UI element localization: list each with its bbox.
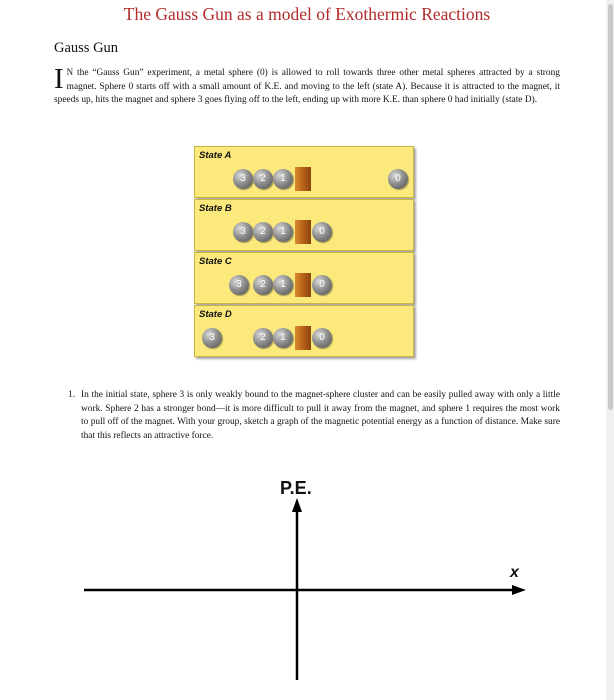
state-c-sphere-3: 3 [229, 275, 249, 295]
state-d-sphere-1: 1 [273, 328, 293, 348]
y-axis-arrow [292, 498, 302, 512]
state-b-magnet [295, 220, 311, 244]
y-axis-label: P.E. [280, 478, 312, 498]
state-b-sphere-2: 2 [253, 222, 273, 242]
state-b-label: State B [199, 203, 232, 214]
intro-smallcaps: N [66, 67, 74, 77]
state-a-label: State A [199, 150, 232, 161]
state-d-magnet [295, 326, 311, 350]
state-a-sphere-1: 1 [273, 169, 293, 189]
state-d-panel [194, 305, 414, 357]
intro-paragraph [54, 63, 560, 108]
state-c-sphere-0: 0 [312, 275, 332, 295]
x-axis-label: x [510, 564, 519, 581]
page-title: The Gauss Gun as a model of Exothermic Reactions [123, 4, 491, 24]
question-number: 1. [68, 390, 76, 400]
state-c-sphere-1: 1 [273, 275, 293, 295]
state-a-panel [194, 146, 414, 198]
state-b-sphere-1: 1 [273, 222, 293, 242]
state-d-sphere-3: 3 [202, 328, 222, 348]
state-c-panel [194, 252, 414, 304]
state-d-sphere-2: 2 [253, 328, 273, 348]
x-axis-arrow [512, 585, 526, 595]
state-a-sphere-3: 3 [233, 169, 253, 189]
state-c-sphere-2: 2 [253, 275, 273, 295]
state-d-sphere-0: 0 [312, 328, 332, 348]
state-d-label: State D [199, 309, 232, 320]
dropcap: I [54, 63, 64, 95]
state-a-sphere-0: 0 [388, 169, 408, 189]
question-text: In the initial state, sphere 3 is only weakly bound to the magnet-sphere cluster and can be easily pulled away with only a little work. Sphere 2 has a stronger bond—it is more difficult to pull it away from the magnet, and sphere 1 requires the most work to pull off of the magnet. With your group, sketch a graph of the magnetic potential energy as a function of distance. Make sure that this reflects an attractive force. [81, 390, 560, 441]
section-title: Gauss Gun [54, 40, 119, 56]
states-figure [194, 146, 414, 358]
question-1 [68, 389, 560, 443]
state-b-sphere-3: 3 [233, 222, 253, 242]
intro-text: the “Gauss Gun” experiment, a metal sphere (0) is allowed to roll towards three other metal spheres attracted by a strong magnet. Sphere 0 starts off with a small amount of K.E. and moving to the left (state A). Because it is attracted to the magnet, it speeds up, hits the magnet and sphere 3 goes flying off to the left, ending up with more K.E. than sphere 0 had initially (state D). [54, 68, 560, 106]
state-b-sphere-0: 0 [312, 222, 332, 242]
scrollbar-thumb[interactable] [608, 4, 613, 410]
state-a-magnet [295, 167, 311, 191]
scrollbar[interactable] [606, 0, 614, 700]
state-b-panel [194, 199, 414, 251]
pe-axes [0, 470, 600, 700]
state-a-sphere-2: 2 [253, 169, 273, 189]
state-c-magnet [295, 273, 311, 297]
state-c-label: State C [199, 256, 232, 267]
